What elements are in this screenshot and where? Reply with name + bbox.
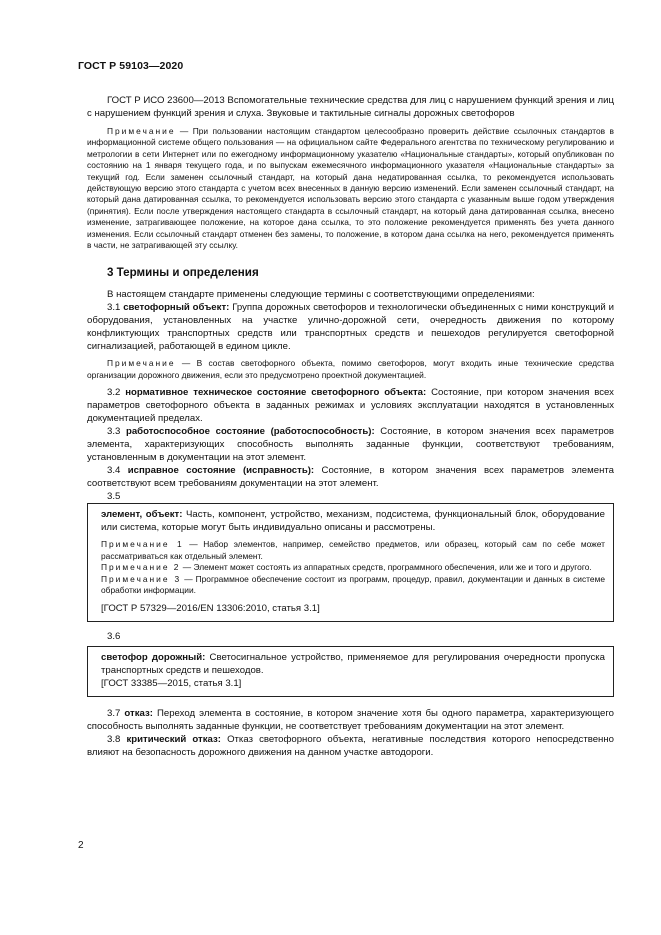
term-name: исправное состояние (исправность): — [127, 465, 315, 477]
term-3-3 — [87, 425, 614, 464]
term-3-7 — [87, 707, 614, 733]
page-number: 2 — [78, 840, 84, 851]
note-label: Примечание 2 — [101, 562, 181, 573]
section-title: 3 Термины и определения — [107, 266, 259, 280]
term-3-5-box — [87, 503, 614, 622]
term-name: светофор дорожный: — [101, 652, 206, 664]
term-3-5 — [101, 508, 605, 534]
term-number: 3.3 — [107, 426, 126, 438]
note-label: Примечание 3 — [101, 573, 182, 584]
term-3-6-box — [87, 646, 614, 697]
term-3-5-source: [ГОСТ Р 57329—2016/EN 13306:2010, статья 3.1] — [101, 603, 320, 615]
term-3-6-source: [ГОСТ 33385—2015, статья 3.1] — [101, 678, 242, 690]
term-definition: Состояние, при котором значения всех параметров светофорного объекта в заданных режимах и условиях эксплуатации находятся в установленных документацией пределах. — [87, 387, 614, 425]
term-definition: Состояние, в котором значения всех параметров элемента соответствуют всем требованиям документации на этот элемент. — [87, 465, 614, 490]
term-name: работоспособное состояние (работоспособность): — [125, 426, 375, 438]
term-number: 3.4 — [107, 465, 128, 477]
term-3-2 — [87, 386, 614, 425]
note-text: — При пользовании настоящим стандартом целесообразно проверить действие ссылочных стандартов в информационной системе общего пользования — на официальном сайте Федерального агентства по техническому регулированию и метрологии в сети Интернет или по ежегодному информационному указателю «Национальные стандарты», который опубликован по состоянию на 1 января текущего года, и по выпускам ежемесячного информационного указателя «Национальные стандарты» за текущий год. Если заменен ссылочный стандарт, на который дана недатированная ссылка, то рекомендуется использовать действующую версию этого стандарта с учетом всех внесенных в данную версию изменений. Если заменен ссылочный стандарт, на который дана датированная ссылка, то рекомендуется использовать версию этого стандарта с указанным выше годом утверждения (принятия). Если после утверждения настоящего стандарта в ссылочный стандарт, на который дана датированная ссылка, внесено изменение, затрагивающее положение, на которое дана ссылка, то это положение рекомендуется применять без учета данного изменения. Если ссылочный стандарт отменен без замены, то положение, в котором дана ссылка на него, рекомендуется применять в части, не затрагивающей эту ссылку. — [87, 126, 614, 251]
term-definition: Светосигнальное устройство, применяемое для регулирования очередности пропуска транспортных средств и пешеходов. — [101, 652, 606, 677]
standard-header: ГОСТ Р 59103—2020 — [78, 60, 184, 72]
term-3-6-number: 3.6 — [107, 631, 121, 643]
term-3-5-note-3 — [101, 574, 605, 597]
term-number: 3.8 — [107, 734, 127, 746]
term-number: 3.1 — [107, 302, 124, 314]
page-content — [87, 94, 614, 759]
term-3-8 — [87, 733, 614, 759]
term-definition: Отказ светофорного объекта, негативные последствия которого непосредственно влияют на безопасность дорожного движения на данном участке автодороги. — [87, 734, 614, 759]
term-definition: Часть, компонент, устройство, механизм, подсистема, функциональный блок, оборудование или система, которые могут быть индивидуально описаны и рассмотрены. — [101, 509, 605, 534]
term-name: отказ: — [124, 708, 153, 720]
term-name: нормативное техническое состояние светофорного объекта: — [125, 387, 427, 399]
term-definition: Группа дорожных светофоров и технологически объединенных с ними конструкций и оборудования, установленных на участке улично-дорожной сети, очередность движения по которому конфликтующих транспортных средств или транспортных средств и пешеходов регулируется светофорной сигнализацией, работающей в едином цикле. — [87, 302, 614, 353]
term-3-1-note — [87, 358, 614, 381]
reference-iso-23600: ГОСТ Р ИСО 23600—2013 Вспомогательные технические средства для лиц с нарушением функций зрения и лиц с нарушением функций зрения и слуха. Звуковые и тактильные сигналы дорожных светофоров — [87, 95, 614, 119]
term-definition: Состояние, в котором значения всех параметров элемента, характеризующих способность выполнять заданные функции, соответствуют требованиям, установленным в документации на этот элемент. — [87, 426, 614, 464]
note-label: Примечание — [107, 126, 176, 136]
note-text: — Набор элементов, например, семейство предметов, или образец, который сам по себе может рассматриваться как отдельный элемент. — [101, 539, 605, 561]
term-definition: Переход элемента в состояние, в котором значение хотя бы одного параметра, характеризующего способность выполнять заданные функции, не соответствует требованиям документации на этот элемент. — [87, 708, 614, 733]
term-3-5-number: 3.5 — [107, 491, 121, 503]
term-name: светофорный объект: — [123, 302, 230, 314]
term-3-1 — [87, 301, 614, 353]
note-text: — Элемент может состоять из аппаратных средств, программного обеспечения, или же и того и другого. — [180, 562, 592, 573]
note-label: Примечание 1 — [101, 539, 184, 550]
term-3-4 — [87, 464, 614, 490]
term-3-5-note-1 — [101, 539, 605, 562]
term-number: 3.2 — [107, 387, 126, 399]
section-intro: В настоящем стандарте применены следующие термины с соответствующими определениями: — [107, 289, 535, 301]
term-name: элемент, объект: — [101, 509, 183, 521]
term-3-5-note-2 — [101, 562, 605, 573]
note-label: Примечание — [107, 358, 176, 369]
references-note — [87, 126, 614, 251]
term-number: 3.7 — [107, 708, 125, 720]
term-3-6 — [101, 651, 605, 677]
term-name: критический отказ: — [126, 734, 221, 746]
note-text: — В состав светофорного объекта, помимо светофоров, могут входить иные технические средства организации дорожного движения, если это предусмотрено проектной документацией. — [87, 358, 614, 380]
note-text: — Программное обеспечение состоит из программ, процедур, правил, документации и данных в системе обработки информации. — [101, 573, 605, 595]
